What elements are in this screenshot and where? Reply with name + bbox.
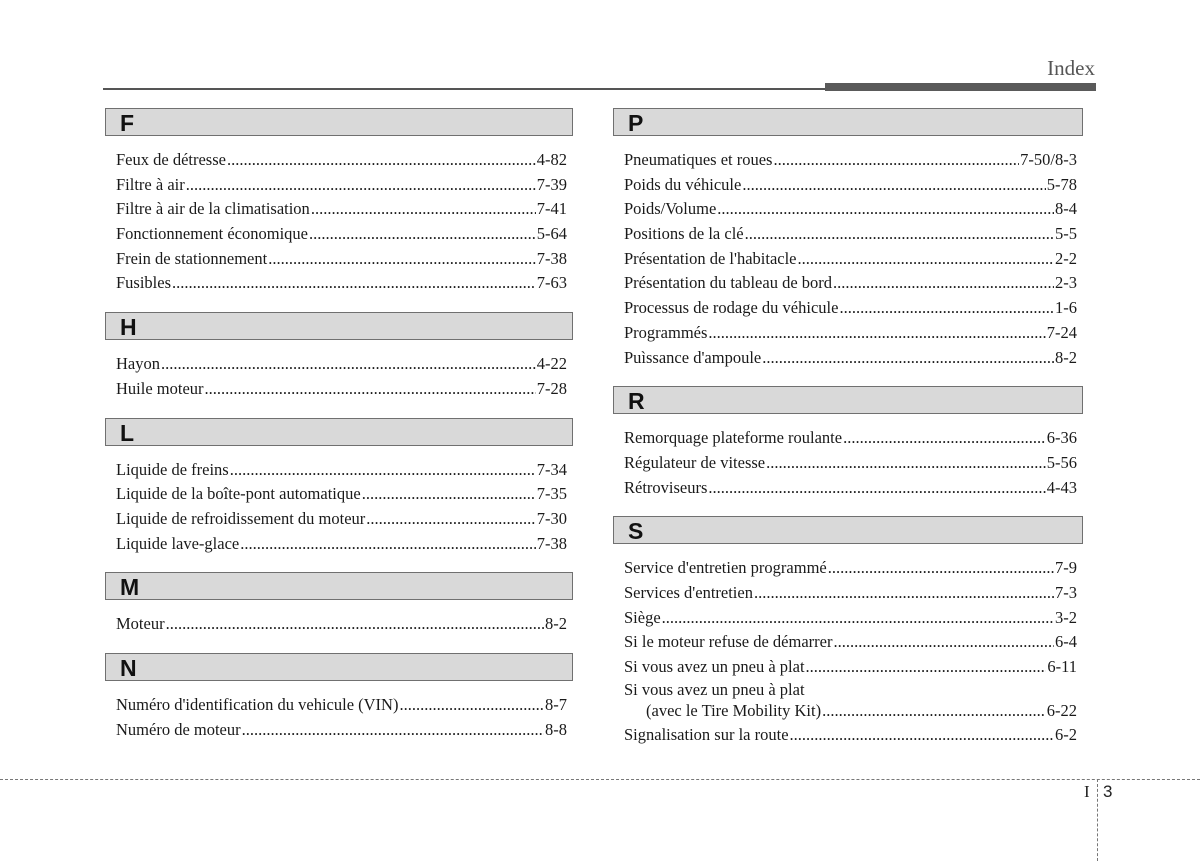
index-entry [624, 606, 1077, 631]
index-entry [116, 458, 567, 483]
index-column-left [105, 108, 573, 742]
index-entry-label: Rétroviseurs [624, 477, 708, 497]
index-entry-label: Filtre à air de la climatisation [116, 199, 310, 219]
index-entry-label: Pneumatiques et roues [624, 150, 773, 169]
section-gap [105, 637, 573, 653]
footer-page-number: 3 [1103, 782, 1113, 801]
section-letter-header: H [105, 312, 573, 340]
index-entry-page: 7-30 [536, 508, 567, 528]
dot-leader [309, 222, 536, 247]
dot-leader [366, 507, 535, 532]
index-entry [624, 247, 1077, 272]
dot-leader [843, 426, 1046, 451]
index-entry-label: Frein de stationnement [116, 248, 268, 268]
index-entry-page: 7-28 [536, 378, 567, 398]
index-entry-label: Fonctionnement économique [116, 224, 308, 244]
index-entry [116, 173, 567, 198]
index-entry-page: 8-2 [1055, 347, 1077, 367]
index-entry-label: Numéro d'identification du vehicule (VIN) [116, 694, 399, 714]
index-entry-label: Poids du véhicule [624, 174, 742, 194]
index-entry-label: Moteur [116, 614, 165, 634]
dot-leader [399, 693, 544, 718]
index-entry-page: 5-5 [1055, 224, 1077, 244]
index-entry-page: 6-2 [1055, 725, 1077, 745]
index-entry-label: Numéro de moteur [116, 719, 241, 739]
index-entry [116, 718, 567, 743]
dot-leader [186, 173, 536, 198]
index-entry [624, 581, 1077, 606]
index-entry-label: Présentation du tableau de bord [624, 273, 833, 293]
section-letter-header: M [105, 572, 573, 600]
index-entry [116, 352, 567, 377]
index-entry [116, 532, 567, 557]
index-entry [624, 451, 1077, 476]
index-entry-label: Services d'entretien [624, 582, 753, 602]
index-entry [624, 296, 1077, 321]
index-entry-label: Signalisation sur la route [624, 725, 789, 745]
index-entry-label: Processus de rodage du véhicule [624, 298, 839, 318]
section-gap [105, 402, 573, 418]
dot-leader [745, 222, 1054, 247]
index-entry-page: 4-22 [536, 354, 567, 374]
index-entry-continuation: (avec le Tire Mobility Kit) [646, 700, 822, 720]
section-gap [613, 370, 1083, 386]
footer-chapter: I [1084, 782, 1090, 801]
footer-dashed-rule [0, 779, 1200, 780]
index-entry-label: Feux de détresse [116, 150, 226, 169]
page-header-title: Index [1047, 56, 1095, 80]
index-entry-label: Liquide de refroidissement du moteur [116, 508, 366, 528]
index-column-right [613, 108, 1083, 748]
index-entry-page: 6-11 [1047, 657, 1077, 676]
entry-list [613, 414, 1083, 500]
index-section-r [613, 386, 1083, 500]
dot-leader [227, 148, 536, 173]
header-rule-thin [103, 88, 825, 90]
section-gap [105, 556, 573, 572]
dot-leader [172, 271, 536, 296]
entry-list [613, 136, 1083, 370]
section-letter-header: F [105, 108, 573, 136]
section-gap [613, 500, 1083, 516]
index-entry [116, 148, 567, 173]
section-letter-header: L [105, 418, 573, 446]
dot-leader [833, 630, 1054, 655]
index-entry-page: 7-3 [1055, 582, 1077, 602]
entry-list [105, 681, 573, 742]
index-section-n [105, 653, 573, 742]
dot-leader [662, 606, 1054, 631]
index-entry-page: 7-41 [536, 199, 567, 219]
index-entry-page: 2-3 [1055, 273, 1077, 293]
index-entry-page: 2-2 [1055, 248, 1077, 268]
index-entry-page: 7-34 [536, 459, 567, 479]
dot-leader [833, 271, 1054, 296]
index-section-p [613, 108, 1083, 370]
index-entry [624, 556, 1077, 581]
index-entry [624, 173, 1077, 198]
index-entry [116, 693, 567, 718]
index-entry-page: 7-63 [536, 273, 567, 293]
index-entry [624, 655, 1077, 680]
dot-leader [362, 482, 536, 507]
index-entry [624, 630, 1077, 655]
index-section-s [613, 516, 1083, 748]
entry-list [613, 544, 1083, 748]
index-entry [624, 346, 1077, 371]
index-entry [116, 222, 567, 247]
index-entry-label: Fusibles [116, 273, 172, 293]
dot-leader [708, 321, 1045, 346]
index-entry-label: Poids/Volume [624, 199, 717, 219]
dot-leader [717, 197, 1054, 222]
entry-list [105, 600, 573, 637]
dot-leader [754, 581, 1054, 606]
index-entry [116, 271, 567, 296]
dot-leader [806, 655, 1047, 680]
dot-leader [242, 718, 544, 743]
index-entry-label: Présentation de l'habitacle [624, 248, 797, 268]
dot-leader [798, 247, 1055, 272]
index-entry-label: Remorquage plateforme roulante [624, 428, 843, 448]
index-entry-page: 7-24 [1046, 322, 1077, 342]
index-section-m [105, 572, 573, 637]
index-entry-page: 7-38 [536, 533, 567, 553]
index-entry [624, 476, 1077, 501]
index-entry-page: 7-9 [1055, 558, 1077, 578]
index-entry-page: 1-6 [1055, 298, 1077, 318]
index-entry-page: 5-56 [1046, 452, 1077, 472]
entry-list [105, 446, 573, 557]
dot-leader [268, 247, 536, 272]
section-letter-header: P [613, 108, 1083, 136]
index-entry-page: 8-4 [1055, 199, 1077, 219]
dot-leader [790, 723, 1054, 748]
entry-list [105, 340, 573, 401]
dot-leader [773, 148, 1019, 173]
index-entry-label: Liquide de freins [116, 459, 229, 479]
index-entry-label: Siège [624, 607, 661, 627]
dot-leader [822, 699, 1046, 724]
index-entry [116, 612, 567, 637]
dot-leader [166, 612, 544, 637]
index-entry [624, 148, 1077, 173]
index-section-l [105, 418, 573, 557]
dot-leader [839, 296, 1054, 321]
index-entry [624, 222, 1077, 247]
dot-leader [766, 451, 1046, 476]
dot-leader [828, 556, 1054, 581]
dot-leader [161, 352, 536, 377]
dot-leader [762, 346, 1054, 371]
index-entry-page: 7-50/8-3 [1020, 150, 1077, 169]
index-entry-page: 8-7 [545, 694, 567, 714]
entry-list [105, 136, 573, 296]
index-entry-page: 4-82 [536, 150, 567, 169]
index-entry-page: 8-2 [545, 614, 567, 634]
index-entry [624, 197, 1077, 222]
index-entry-page: 7-35 [536, 484, 567, 504]
section-letter-header: S [613, 516, 1083, 544]
index-entry [116, 507, 567, 532]
index-entry [116, 377, 567, 402]
section-letter-header: N [105, 653, 573, 681]
index-entry-page: 5-64 [536, 224, 567, 244]
index-entry-label: Liquide de la boîte-pont automatique [116, 484, 361, 504]
index-entry-page: 7-39 [536, 174, 567, 194]
index-entry-page: 7-38 [536, 248, 567, 268]
index-entry-label: Liquide lave-glace [116, 533, 240, 553]
index-entry-label: Régulateur de vitesse [624, 452, 766, 472]
index-entry [116, 197, 567, 222]
index-entry [624, 271, 1077, 296]
dot-leader [708, 476, 1045, 501]
index-entry [624, 321, 1077, 346]
index-entry [624, 723, 1077, 748]
index-entry-page: 6-4 [1055, 632, 1077, 652]
index-entry [116, 482, 567, 507]
index-section-h [105, 312, 573, 401]
dot-leader [205, 377, 536, 402]
index-entry-label: Si vous avez un pneu à plat [624, 657, 805, 676]
section-letter-header: R [613, 386, 1083, 414]
index-section-f [105, 108, 573, 296]
index-entry [624, 426, 1077, 451]
index-entry-label: Service d'entretien programmé [624, 558, 827, 578]
header-rule-thick [825, 83, 1096, 91]
index-entry-label-line: Si vous avez un pneu à plat [624, 679, 805, 699]
index-entry-label: Hayon [116, 354, 160, 374]
index-entry-page: 6-36 [1046, 428, 1077, 448]
dot-leader [742, 173, 1045, 198]
section-gap [105, 296, 573, 312]
index-entry-label: Programmés [624, 322, 708, 342]
index-entry-label: Huile moteur [116, 378, 204, 398]
footer-dashed-divider [1097, 779, 1098, 861]
index-entry-label: Filtre à air [116, 174, 185, 194]
dot-leader [230, 458, 536, 483]
dot-leader [240, 532, 536, 557]
index-entry [116, 247, 567, 272]
index-entry-label: Si le moteur refuse de démarrer [624, 632, 833, 652]
index-entry [624, 699, 1077, 724]
index-entry-label: Positions de la clé [624, 224, 744, 244]
index-entry-page: 3-2 [1055, 607, 1077, 627]
dot-leader [311, 197, 536, 222]
index-entry-label: Puìssance d'ampoule [624, 347, 762, 367]
index-entry-page: 6-22 [1046, 700, 1077, 720]
index-entry-page: 5-78 [1046, 174, 1077, 194]
index-entry-page: 8-8 [545, 719, 567, 739]
index-entry-page: 4-43 [1046, 477, 1077, 497]
